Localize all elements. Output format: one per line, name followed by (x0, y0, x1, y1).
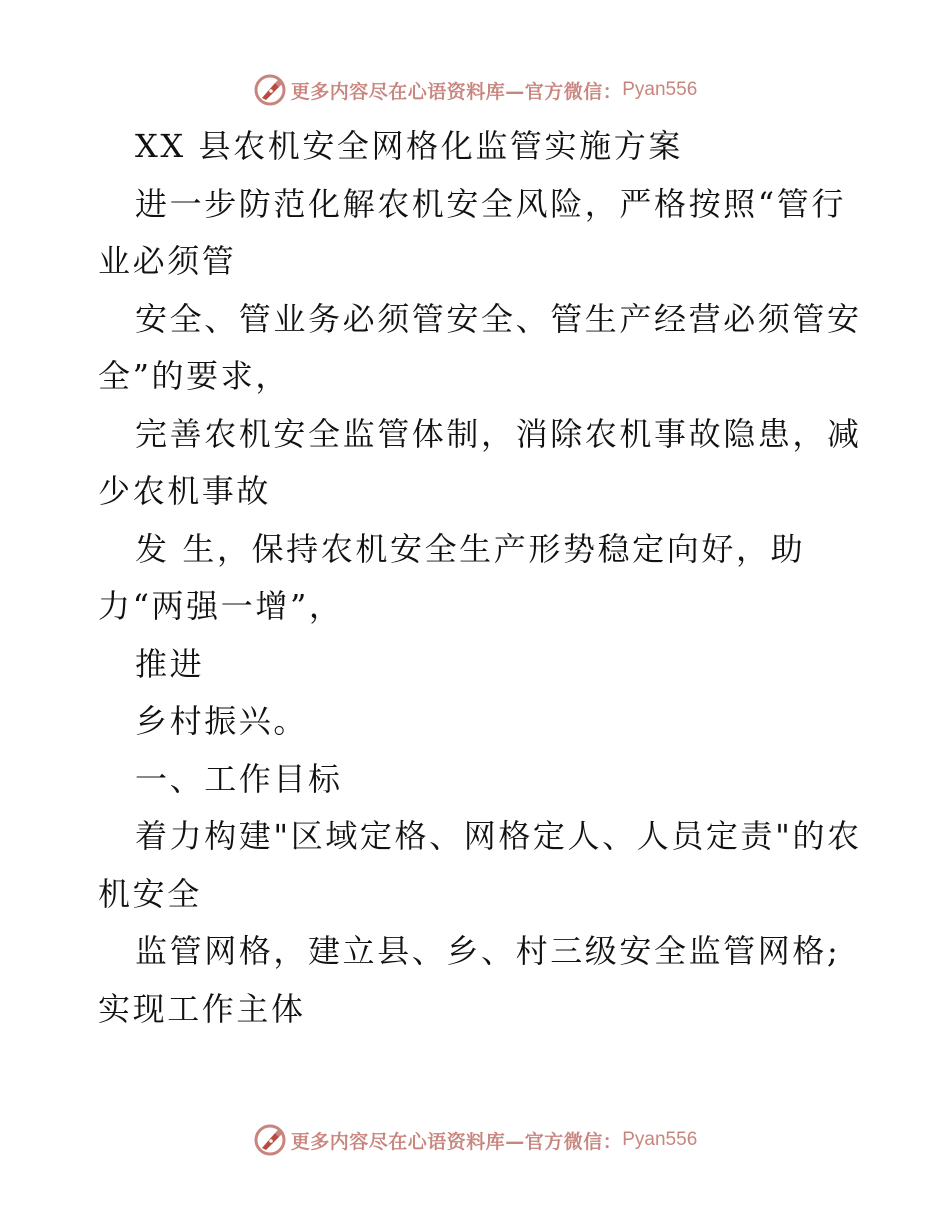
pen-nib-logo-icon (253, 73, 287, 107)
paragraph-line: 乡村振兴。 (135, 702, 309, 740)
watermark-wechat-id: Pyan556 (622, 1129, 698, 1150)
paragraph-line: 业必须管 (98, 242, 237, 280)
paragraph-line: 少农机事故 (98, 472, 272, 510)
paragraph-line: 着力构建"区域定格、网格定人、人员定责"的农 (135, 817, 862, 855)
watermark-text: 更多内容尽在心语资料库—官方微信： (290, 1130, 623, 1153)
paragraph-line: 推进 (135, 644, 205, 683)
document-title: XX 县农机安全网格化监管实施方案 (135, 127, 683, 165)
paragraph-line: 进一步防范化解农机安全风险，严格按照“管行 (135, 184, 846, 223)
watermark-wechat-id: Pyan556 (622, 79, 698, 100)
paragraph-line: 实现工作主体 (98, 989, 306, 1028)
paragraph-line: 监管网格，建立县、乡、村三级安全监管网格; (135, 932, 841, 970)
paragraph-line: 安全、管业务必须管安全、管生产经营必须管安 (135, 299, 862, 338)
header-watermark (0, 70, 950, 110)
paragraph-line: 全”的要求， (98, 357, 290, 395)
document-body (98, 118, 862, 1038)
paragraph-line: 机安全 (98, 874, 202, 913)
paragraph-line: 完善农机安全监管体制，消除农机事故隐患，减 (135, 414, 862, 453)
paragraph-line: 力“两强一增”， (98, 587, 344, 625)
watermark-text: 更多内容尽在心语资料库—官方微信： (290, 80, 623, 103)
pen-nib-logo-icon (253, 1123, 287, 1157)
footer-watermark (0, 1120, 950, 1160)
paragraph-line: 发 生，保持农机安全生产形势稳定向好，助 (135, 529, 806, 568)
section-heading: 一、工作目标 (135, 759, 343, 798)
